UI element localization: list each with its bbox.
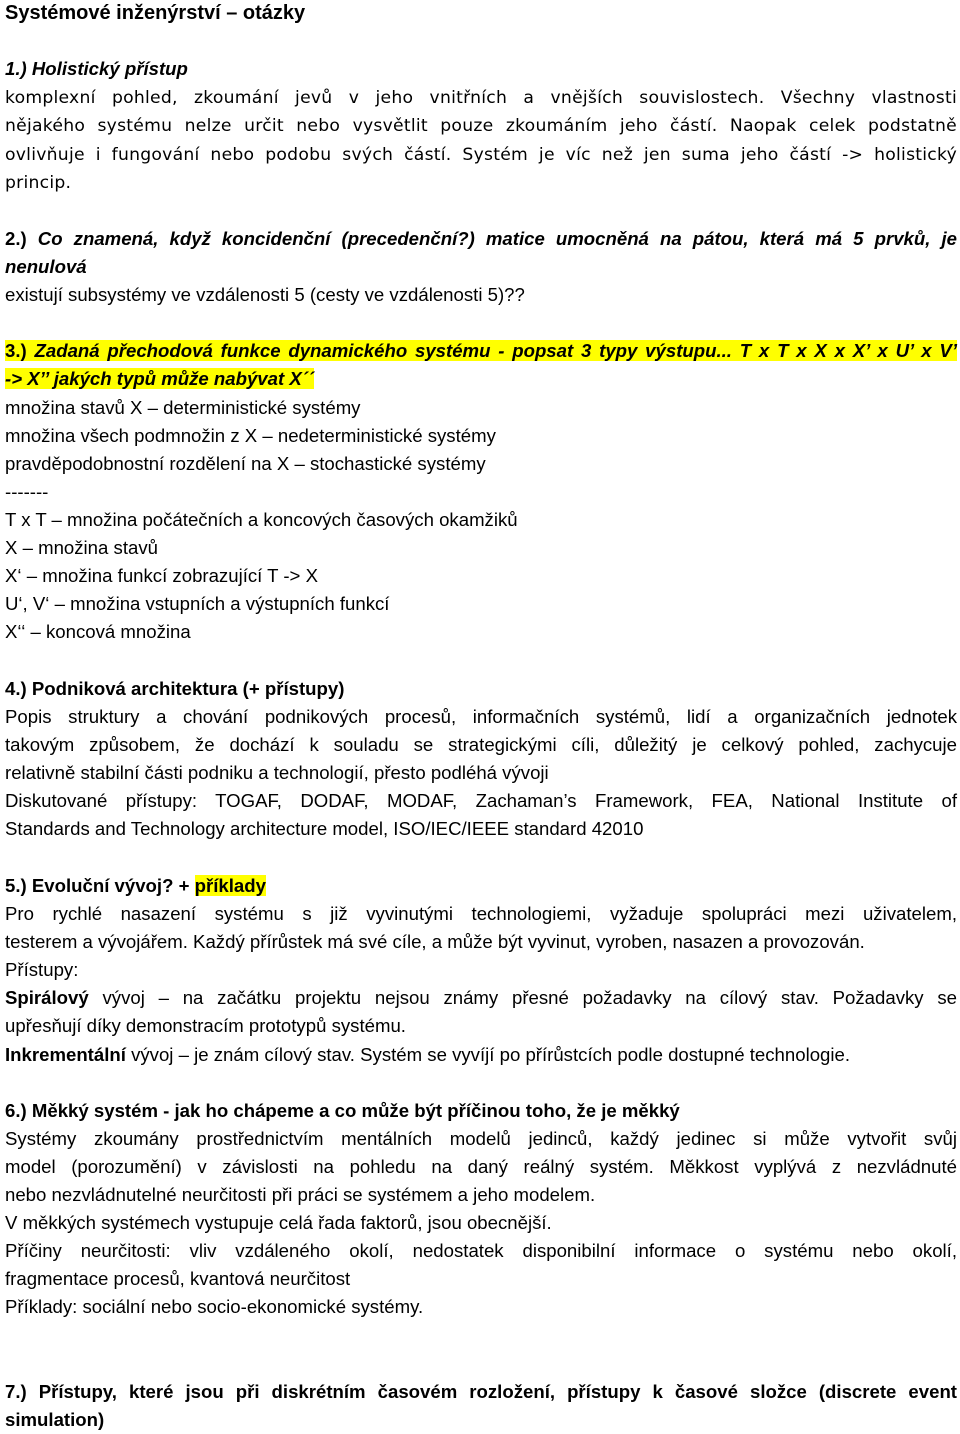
section-4-line-2: takovým způsobem, že dochází k souladu se strategickými cíli, důležitý je celkový pohled, zachycuje <box>5 734 957 755</box>
section-3-line: množina všech podmnožin z X – nedeterministické systémy <box>5 425 496 446</box>
section-1-line-1: komplexní pohled, zkoumání jevů v jeho vnitřních a vnějších souvislostech. Všechny vlastnosti <box>5 88 957 108</box>
section-3-heading-number: 3.) <box>5 340 27 361</box>
spiral-description: vývoj – na začátku projektu nejsou známy přesné požadavky na cílový stav. Požadavky se <box>88 987 957 1008</box>
section-6-line-2: model (porozumění) v závislosti na pohledu na daný reálný systém. Měkkost vyplývá z nezvládnuté <box>5 1156 957 1177</box>
section-3-line: T x T – množina počátečních a koncových časových okamžiků <box>5 509 518 530</box>
section-4-line-5: Standards and Technology architecture model, ISO/IEC/IEEE standard 42010 <box>5 818 644 839</box>
section-6-line-1: Systémy zkoumány prostřednictvím mentálních modelů jedinců, každý jedinec si může vytvořit svůj <box>5 1128 957 1149</box>
section-6-line-4: V měkkých systémech vystupuje celá řada faktorů, jsou obecnější. <box>5 1212 552 1233</box>
section-2-answer: existují subsystémy ve vzdálenosti 5 (cesty ve vzdálenosti 5)?? <box>5 284 525 305</box>
section-2-heading <box>5 225 957 253</box>
section-2-heading-line-2: nenulová <box>5 256 87 277</box>
section-4-line-4: Diskutované přístupy: TOGAF, DODAF, MODAF, Zachaman’s Framework, FEA, National Institute of <box>5 790 957 811</box>
section-1-line-4: princip. <box>5 173 72 193</box>
section-3-line: X‘‘ – koncová množina <box>5 621 191 642</box>
section-5-line-6 <box>5 1041 957 1069</box>
section-3-line: X‘ – množina funkcí zobrazující T -> X <box>5 565 318 586</box>
section-2-heading-number: 2.) <box>5 228 27 249</box>
section-3-heading-line-2-highlight: -> X’’ jakých typů může nabývat X´´ <box>5 368 315 389</box>
section-5-line-2: testerem a vývojářem. Každý přírůstek má své cíle, a může být vyvinut, vyroben, nasazen a provozován. <box>5 931 865 952</box>
incremental-term: Inkrementální <box>5 1044 126 1065</box>
section-3-heading-highlight <box>5 340 957 361</box>
section-3-line: množina stavů X – deterministické systémy <box>5 397 361 418</box>
section-1-line-3: ovlivňuje i fungování nebo podobu svých částí. Systém je víc než jen suma jeho částí -> holistický <box>5 145 957 165</box>
section-3-heading-text: Zadaná přechodová funkce dynamického systému - popsat 3 typy výstupu... T x T x X x X’ x U’ x V’ <box>26 340 957 361</box>
section-6-line-3: nebo nezvládnutelné neurčitosti při práci se systémem a jeho modelem. <box>5 1184 596 1205</box>
section-4-line-1: Popis struktury a chování podnikových procesů, informačních systémů, lidí a organizačních jednotek <box>5 706 957 727</box>
section-2-heading-question: Co znamená, když koncidenční (precedenční? <box>26 228 469 249</box>
section-3-line: X – množina stavů <box>5 537 158 558</box>
section-3-line: U‘, V‘ – množina vstupních a výstupních funkcí <box>5 593 390 614</box>
section-3-separator: ------- <box>5 481 49 502</box>
section-5-line-1: Pro rychlé nasazení systému s již vyvinutými technologiemi, vyžaduje spolupráci mezi uživatelem, <box>5 903 957 924</box>
incremental-description: vývoj – je znám cílový stav. Systém se vyvíjí po přírůstcích podle dostupné technologie. <box>125 1044 851 1065</box>
section-6-line-6: fragmentace procesů, kvantová neurčitost <box>5 1268 351 1289</box>
section-5-line-3: Přístupy: <box>5 959 79 980</box>
section-5-heading-text: 5.) Evoluční vývoj? + <box>5 875 195 896</box>
section-5-line-5: upřesňují díky demonstracím prototypů systému. <box>5 1015 406 1036</box>
section-3-heading <box>5 337 957 365</box>
section-4-heading: 4.) Podniková architektura (+ přístupy) <box>5 678 345 699</box>
section-7-heading: 7.) Přístupy, které jsou při diskrétním časovém rozložení, přístupy k časové složce (discrete event <box>5 1381 957 1402</box>
section-3-line: pravděpodobnostní rozdělení na X – stochastické systémy <box>5 453 486 474</box>
spiral-term: Spirálový <box>5 987 89 1008</box>
section-1-heading: 1.) Holistický přístup <box>5 58 188 79</box>
section-5-heading-highlight: příklady <box>194 875 266 896</box>
section-2-heading-rest: ) matice umocněná na pátou, která má 5 prvků, je <box>468 228 957 249</box>
section-5-heading <box>5 872 957 900</box>
document-title: Systémové inženýrství – otázky <box>5 2 306 24</box>
section-6-heading: 6.) Měkký systém - jak ho chápeme a co může být příčinou toho, že je měkký <box>5 1100 680 1121</box>
section-7-heading-line-2: simulation) <box>5 1409 105 1430</box>
section-4-line-3: relativně stabilní části podniku a technologií, přesto podléhá vývoji <box>5 762 549 783</box>
section-1-line-2: nějakého systému nelze určit nebo vysvětlit pouze zkoumáním jeho částí. Naopak celek podstatně <box>5 116 957 136</box>
section-6-line-5: Příčiny neurčitosti: vliv vzdáleného okolí, nedostatek disponibilní informace o systému nebo okolí, <box>5 1240 957 1261</box>
section-6-line-7: Příklady: sociální nebo socio-ekonomické systémy. <box>5 1296 424 1317</box>
section-5-line-4 <box>5 984 957 1012</box>
section-3-heading-line-2 <box>5 365 957 393</box>
